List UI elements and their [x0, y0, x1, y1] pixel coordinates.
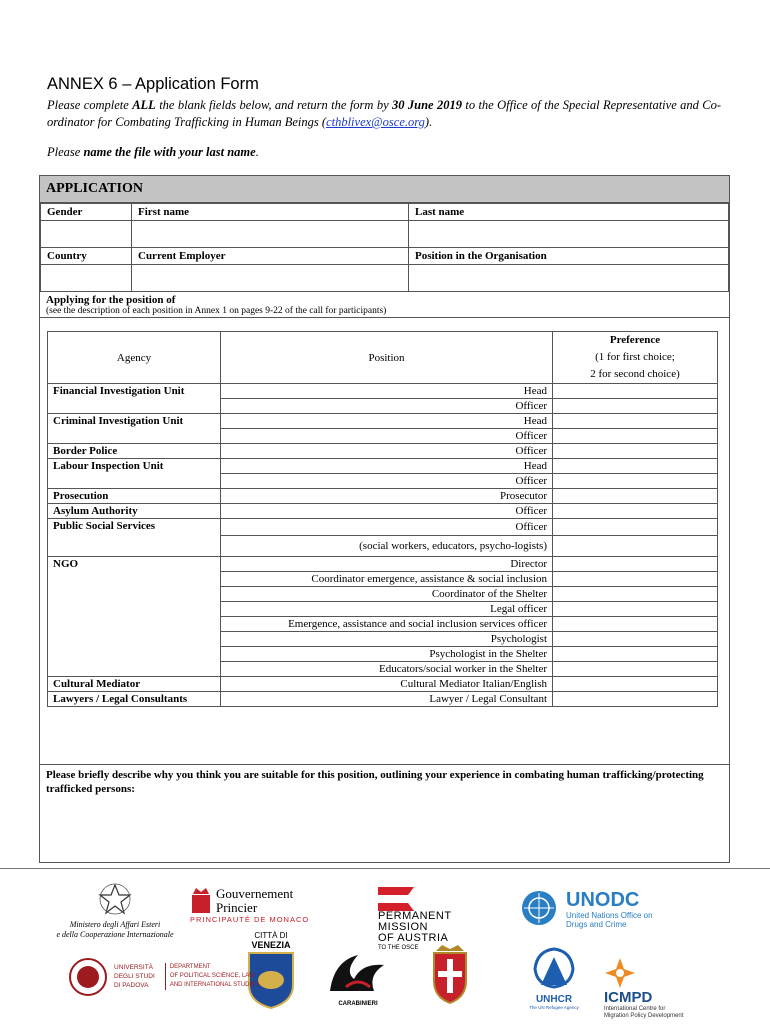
- table-row: [48, 459, 718, 474]
- preference-input[interactable]: [553, 632, 718, 647]
- padova-line-3: DI PADOVA: [114, 982, 149, 989]
- intro-text: to the Office of the Special Representative and Co-ordinator for Combating Trafficking in Human Beings (: [47, 98, 722, 129]
- intro-text: ).: [424, 115, 433, 129]
- agency-cell: Cultural Mediator: [48, 677, 221, 692]
- position-cell: Lawyer / Legal Consultant: [221, 692, 553, 707]
- carabinieri-logo: [322, 951, 394, 1008]
- preference-input[interactable]: [553, 444, 718, 459]
- austria-line-1: PERMANENT: [378, 910, 452, 922]
- table-row: [48, 519, 718, 536]
- filename-note: [47, 145, 259, 160]
- position-cell: Coordinator emergence, assistance & social inclusion: [221, 572, 553, 587]
- table-row: [48, 414, 718, 429]
- preference-input[interactable]: [553, 474, 718, 489]
- italy-emblem-icon: [98, 883, 132, 915]
- position-cell: Officer: [221, 474, 553, 489]
- preference-header: [553, 332, 718, 384]
- position-cell: Officer: [221, 399, 553, 414]
- austria-flag-icon: [378, 887, 414, 911]
- position-cell: Director: [221, 557, 553, 572]
- unodc-sub: United Nations Office on Drugs and Crime: [566, 911, 653, 929]
- preference-input[interactable]: [553, 662, 718, 677]
- table-row: [48, 557, 718, 572]
- icmpd-sub-1: International Centre for: [604, 1006, 666, 1012]
- position-cell: Emergence, assistance and social inclusion services officer: [221, 617, 553, 632]
- monaco-sub: PRINCIPAUTÉ DE MONACO: [190, 915, 310, 924]
- austria-line-3: OF AUSTRIA: [378, 932, 449, 944]
- unhcr-sub: The UN Refugee Agency: [529, 1005, 579, 1010]
- position-cell: Psychologist: [221, 632, 553, 647]
- agency-cell: Financial Investigation Unit: [48, 384, 221, 414]
- position-cell: Psychologist in the Shelter: [221, 647, 553, 662]
- preference-input[interactable]: [553, 384, 718, 399]
- carabinieri-name: CARABINIERI: [338, 1001, 378, 1007]
- application-header: APPLICATION: [40, 176, 729, 203]
- unodc-name: UNODC: [566, 889, 640, 911]
- agency-cell: Public Social Services: [48, 519, 221, 557]
- last-name-field[interactable]: [409, 221, 729, 248]
- note-text: Please: [47, 145, 84, 159]
- preference-input[interactable]: [553, 602, 718, 617]
- austria-line-2: MISSION: [378, 921, 428, 933]
- position-cell: Officer: [221, 444, 553, 459]
- preference-input[interactable]: [553, 504, 718, 519]
- position-cell: Head: [221, 459, 553, 474]
- table-row: [48, 489, 718, 504]
- icmpd-logo: [604, 957, 683, 1020]
- padova-line-2: DEGLI STUDI: [114, 973, 155, 980]
- position-cell: Legal officer: [221, 602, 553, 617]
- agency-cell: Criminal Investigation Unit: [48, 414, 221, 444]
- agency-cell: Prosecution: [48, 489, 221, 504]
- preference-input[interactable]: [553, 399, 718, 414]
- position-cell: Coordinator of the Shelter: [221, 587, 553, 602]
- intro-text: the blank fields below, and return the form by: [155, 98, 392, 112]
- padova-logo: [68, 957, 259, 997]
- agency-cell: NGO: [48, 557, 221, 677]
- country-label: Country: [41, 248, 132, 265]
- application-box: [39, 175, 730, 863]
- preference-input[interactable]: [553, 519, 718, 536]
- page-title: ANNEX 6 – Application Form: [47, 75, 259, 93]
- position-cell: Officer: [221, 429, 553, 444]
- mae-name-1: Ministero degli Affari Esteri: [69, 920, 161, 929]
- table-row: [48, 504, 718, 519]
- agency-header: Agency: [48, 332, 221, 384]
- position-org-field[interactable]: [409, 265, 729, 292]
- mae-name-2: e della Cooperazione Internazionale: [56, 930, 174, 939]
- pref-note-2: 2 for second choice): [590, 368, 680, 380]
- austria-line-4: TO THE OSCE: [378, 945, 419, 951]
- un-emblem-icon: [518, 889, 560, 927]
- position-cell: Head: [221, 384, 553, 399]
- unhcr-name: UNHCR: [535, 994, 573, 1005]
- intro-text: Please complete: [47, 98, 133, 112]
- position-cell: Officer: [221, 504, 553, 519]
- gender-label: Gender: [41, 204, 132, 221]
- table-row: [48, 384, 718, 399]
- note-bold: name the file with your last name: [83, 145, 256, 159]
- gender-field[interactable]: [41, 221, 132, 248]
- unhcr-logo: [526, 945, 582, 1010]
- monaco-logo: [190, 887, 312, 924]
- table-row: [48, 444, 718, 459]
- agency-cell: Lawyers / Legal Consultants: [48, 692, 221, 707]
- preference-input[interactable]: [553, 587, 718, 602]
- sponsor-logos: [0, 868, 770, 1025]
- preference-input[interactable]: [553, 489, 718, 504]
- intro-deadline: 30 June 2019: [392, 98, 462, 112]
- position-header: Position: [221, 332, 553, 384]
- employer-field[interactable]: [132, 265, 409, 292]
- describe-section[interactable]: [40, 764, 729, 863]
- position-org-label: Position in the Organisation: [409, 248, 729, 265]
- unodc-logo: [518, 889, 667, 929]
- applying-section: [40, 292, 729, 318]
- city-crest-icon: [428, 943, 472, 1005]
- padova-crest-logo: [428, 943, 472, 1010]
- dept-line-1: DEPARTMENT: [169, 964, 211, 970]
- padova-line-1: UNIVERSITÀ: [114, 964, 154, 971]
- padova-seal-icon: [68, 957, 108, 997]
- applying-note: (see the description of each position in Annex 1 on pages 9-22 of the call for participants): [46, 306, 387, 316]
- country-field[interactable]: [41, 265, 132, 292]
- icmpd-cross-icon: [604, 957, 636, 989]
- position-cell: Head: [221, 414, 553, 429]
- mae-logo: [50, 883, 180, 940]
- preference-input[interactable]: [553, 617, 718, 632]
- preference-input[interactable]: [553, 647, 718, 662]
- preference-input[interactable]: [553, 572, 718, 587]
- position-table: [47, 331, 718, 707]
- dept-line-3: AND INTERNATIONAL STUDIES: [169, 982, 260, 988]
- position-cell: Officer: [221, 519, 553, 536]
- unhcr-emblem-icon: [531, 945, 577, 989]
- venezia-line-2: VENEZIA: [251, 940, 291, 950]
- intro-paragraph: [47, 97, 721, 131]
- monaco-crown-icon: [190, 887, 212, 915]
- pref-note-1: (1 for first choice;: [595, 351, 675, 363]
- agency-cell: Asylum Authority: [48, 504, 221, 519]
- position-cell: (social workers, educators, psycho-logists): [221, 536, 553, 557]
- pref-title: Preference: [609, 334, 661, 346]
- dept-line-2: OF POLITICAL SCIENCE, LAW: [169, 973, 255, 979]
- preference-input[interactable]: [553, 677, 718, 692]
- icmpd-name: ICMPD: [604, 989, 653, 1006]
- carabinieri-flame-icon: [324, 951, 392, 995]
- table-row: [48, 677, 718, 692]
- note-text: .: [255, 145, 259, 159]
- intro-all: ALL: [132, 98, 156, 112]
- venezia-line-1: CITTÀ DI: [254, 931, 288, 940]
- preference-input[interactable]: [553, 692, 718, 707]
- preference-input[interactable]: [553, 536, 718, 557]
- preference-input[interactable]: [553, 429, 718, 444]
- applying-label: Applying for the position of: [46, 294, 176, 306]
- describe-label: Please briefly describe why you think you are suitable for this position, outlining your experience in combating human trafficking/protecting trafficked persons:: [46, 769, 704, 795]
- agency-cell: Border Police: [48, 444, 221, 459]
- agency-cell: Labour Inspection Unit: [48, 459, 221, 489]
- last-name-label: Last name: [409, 204, 729, 221]
- position-cell: Educators/social worker in the Shelter: [221, 662, 553, 677]
- preference-input[interactable]: [553, 557, 718, 572]
- position-cell: Cultural Mediator Italian/English: [221, 677, 553, 692]
- monaco-name: Gouvernement Princier: [216, 886, 294, 915]
- email-link[interactable]: cthblivex@osce.org: [326, 115, 425, 129]
- preference-input[interactable]: [553, 459, 718, 474]
- first-name-field[interactable]: [132, 221, 409, 248]
- table-row: [48, 692, 718, 707]
- icmpd-sub-2: Migration Policy Development: [604, 1013, 684, 1019]
- employer-label: Current Employer: [132, 248, 409, 265]
- personal-info-table: [40, 203, 729, 292]
- preference-input[interactable]: [553, 414, 718, 429]
- first-name-label: First name: [132, 204, 409, 221]
- position-cell: Prosecutor: [221, 489, 553, 504]
